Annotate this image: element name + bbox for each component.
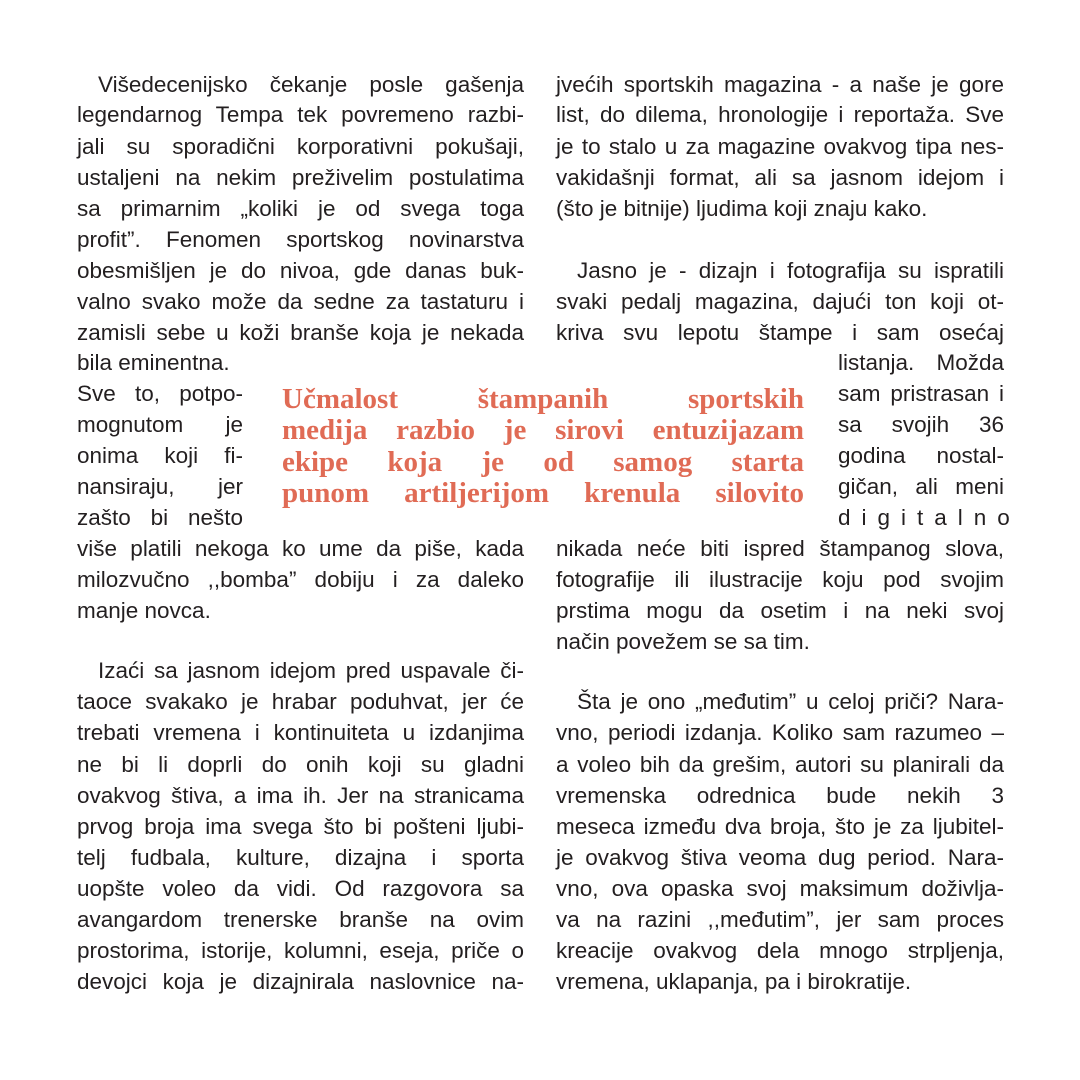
- text-line: milozvučno ,,bomba” dobiju i za daleko: [77, 567, 524, 592]
- text-line: vakidašnji format, ali sa jasnom idejom i: [556, 165, 1004, 190]
- pull-quote-line: Učmalost štampanih sportskih: [282, 383, 804, 415]
- text-line: taoce svakako je hrabar poduhvat, jer će: [77, 689, 524, 714]
- text-line: va na razini ,,međutim”, jer sam proces: [556, 907, 1004, 932]
- text-line: zašto bi nešto: [77, 505, 243, 530]
- text-line: a voleo bih da grešim, autori su planirali da: [556, 752, 1004, 777]
- text-line: zamisli sebe u koži branše koja je nekada: [77, 320, 524, 345]
- text-line: vremenska odrednica bude nekih 3: [556, 783, 1004, 808]
- text-line: manje novca.: [77, 598, 211, 623]
- text-line: Jasno je - dizajn i fotografija su ispratili: [577, 258, 1004, 283]
- text-line: je ovakvog štiva veoma dug period. Nara-: [556, 845, 1004, 870]
- text-line: onima koji fi-: [77, 443, 243, 468]
- text-line: ovakvog štiva, a ima ih. Jer na stranicama: [77, 783, 524, 808]
- text-line: način povežem se sa tim.: [556, 629, 810, 654]
- text-line: ustaljeni na nekim preživelim postulatima: [77, 165, 524, 190]
- text-line: uopšte voleo da vidi. Od razgovora sa: [77, 876, 524, 901]
- text-line: godina nostal-: [838, 443, 1004, 468]
- text-line: ne bi li doprli do onih koji su gladni: [77, 752, 524, 777]
- text-line: listanja. Možda: [838, 350, 1004, 375]
- text-line: prstima mogu da osetim i na neki svoj: [556, 598, 1004, 623]
- text-line: je to stalo u za magazine ovakvog tipa nes-: [556, 134, 1004, 159]
- text-line: jali su sporadični korporativni pokušaji,: [77, 134, 524, 159]
- text-line: devojci koja je dizajnirala naslovnice na-: [77, 969, 524, 994]
- text-line: više platili nekoga ko ume da piše, kada: [77, 536, 524, 561]
- text-line: gičan, ali meni: [838, 474, 1004, 499]
- text-line: svaki pedalj magazina, dajući ton koji ot-: [556, 289, 1004, 314]
- text-line: list, do dilema, hronologije i reportaža. Sve: [556, 102, 1004, 127]
- text-line: mognutom je: [77, 412, 243, 437]
- text-line: legendarnog Tempa tek povremeno razbi-: [77, 102, 524, 127]
- pull-quote-line: medija razbio je sirovi entuzijazam: [282, 414, 804, 446]
- text-line: bila eminentna.: [77, 350, 230, 375]
- text-line: meseca između dva broja, što je za ljubitel-: [556, 814, 1004, 839]
- text-line: nansiraju, jer: [77, 474, 243, 499]
- text-line: kriva svu lepotu štampe i sam osećaj: [556, 320, 1004, 345]
- text-line: kreacije ovakvog dela mnogo strpljenja,: [556, 938, 1004, 963]
- text-line: Izaći sa jasnom idejom pred uspavale či-: [98, 658, 524, 683]
- text-line: vno, ova opaska svoj maksimum doživlja-: [556, 876, 1004, 901]
- text-line: sa primarnim „koliki je od svega toga: [77, 196, 524, 221]
- text-line: fotografije ili ilustracije koju pod svojim: [556, 567, 1004, 592]
- text-line: avangardom trenerske branše na ovim: [77, 907, 524, 932]
- text-line: profit”. Fenomen sportskog novinarstva: [77, 227, 524, 252]
- text-line: vno, periodi izdanja. Koliko sam razumeo –: [556, 720, 1004, 745]
- pull-quote-line: ekipe koja je od samog starta: [282, 446, 804, 478]
- text-line: prvog broja ima svega što bi pošteni ljubi-: [77, 814, 524, 839]
- text-line: sam pristrasan i: [838, 381, 1004, 406]
- text-line: digitalno: [838, 505, 1021, 530]
- text-line: sa svojih 36: [838, 412, 1004, 437]
- text-line: trebati vremena i kontinuiteta u izdanjima: [77, 720, 524, 745]
- text-line: obesmišljen je do nivoa, gde danas buk-: [77, 258, 524, 283]
- text-line: (što je bitnije) ljudima koji znaju kako.: [556, 196, 928, 221]
- text-line: valno svako može da sedne za tastaturu i: [77, 289, 524, 314]
- text-line: jvećih sportskih magazina - a naše je gore: [556, 72, 1004, 97]
- text-line: Sve to, potpo-: [77, 381, 243, 406]
- text-line: prostorima, istorije, kolumni, eseja, priče o: [77, 938, 524, 963]
- text-line: telj fudbala, kulture, dizajna i sporta: [77, 845, 524, 870]
- text-line: vremena, uklapanja, pa i birokratije.: [556, 969, 912, 994]
- text-line: nikada neće biti ispred štampanog slova,: [556, 536, 1004, 561]
- text-line: Višedecenijsko čekanje posle gašenja: [98, 72, 524, 97]
- pull-quote-line: punom artiljerijom krenula silovito: [282, 477, 804, 509]
- text-line: Šta je ono „međutim” u celoj priči? Nara-: [577, 689, 1004, 714]
